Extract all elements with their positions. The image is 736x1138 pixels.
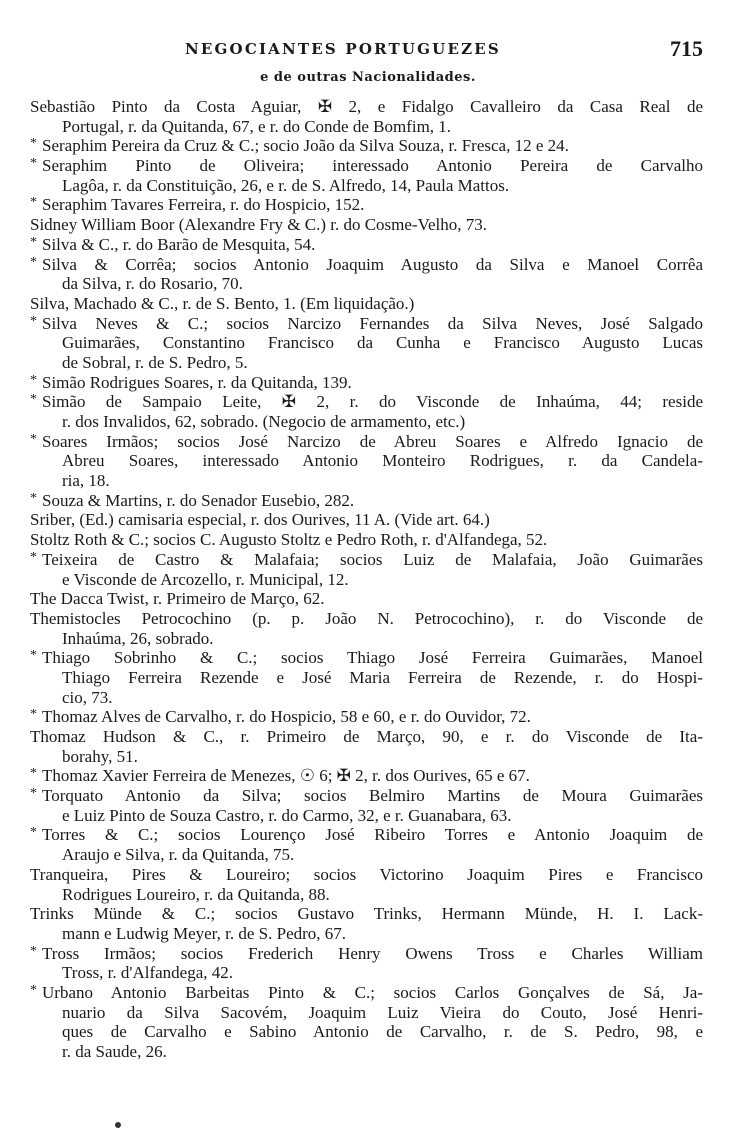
directory-entry: [30, 491, 703, 511]
entry-first-line: [30, 786, 703, 806]
entry-first-line: [30, 648, 703, 668]
directory-entry: [30, 983, 703, 1062]
entry-continuation-line: [30, 924, 703, 944]
asterisk-marker: *: [30, 254, 37, 270]
entry-continuation-line: [30, 274, 703, 294]
directory-entry: [30, 215, 703, 235]
asterisk-marker: *: [30, 431, 37, 447]
entry-continuation-line: [30, 885, 703, 905]
entry-first-line: [30, 825, 703, 845]
entry-first-line: [30, 707, 703, 727]
directory-entry: [30, 904, 703, 943]
entry-first-line: [30, 491, 703, 511]
entry-text: Souza & Martins, r. do Senador Eusebio, 282.: [42, 490, 355, 510]
entry-first-line: [30, 235, 703, 255]
asterisk-marker: *: [30, 156, 37, 172]
entry-text: Sebastião Pinto da Costa Aguiar, ✠ 2, e Fidalgo Cavalleiro da Casa Real de: [30, 97, 703, 116]
entry-continuation-line: [30, 1042, 703, 1062]
entry-text: Inhaúma, 26, sobrado.: [62, 628, 214, 648]
entry-continuation-line: [30, 688, 703, 708]
entry-first-line: [30, 510, 703, 530]
asterisk-marker: *: [30, 982, 37, 998]
entry-continuation-line: [30, 1003, 703, 1023]
entry-continuation-line: [30, 451, 703, 471]
entry-first-line: [30, 97, 703, 117]
entry-first-line: [30, 944, 703, 964]
directory-entry: [30, 609, 703, 648]
entry-continuation-line: [30, 353, 703, 373]
entry-text: Abreu Soares, interessado Antonio Monteiro Rodrigues, r. da Candela-: [62, 451, 703, 471]
entry-text: Simão de Sampaio Leite, ✠ 2, r. do Visconde de Inhaúma, 44; reside: [42, 392, 703, 412]
entry-first-line: [30, 294, 703, 314]
entry-text: Trinks Münde & C.; socios Gustavo Trinks, Hermann Münde, H. I. Lack-: [30, 904, 703, 924]
entry-text: Tross Irmãos; socios Frederich Henry Owens Tross e Charles William: [42, 943, 703, 963]
directory-entry: [30, 156, 703, 195]
entry-text: Seraphim Pinto de Oliveira; interessado Antonio Pereira de Carvalho: [42, 156, 703, 176]
entry-first-line: [30, 314, 703, 334]
entry-first-line: [30, 195, 703, 215]
entry-text: Seraphim Pereira da Cruz & C.; socio João da Silva Souza, r. Fresca, 12 e 24.: [42, 136, 569, 156]
directory-entry: [30, 392, 703, 431]
entry-first-line: [30, 530, 703, 550]
entry-text: Thomaz Alves de Carvalho, r. do Hospicio, 58 e 60, e r. do Ouvidor, 72.: [42, 707, 531, 727]
asterisk-marker: *: [30, 372, 37, 388]
entry-text: Tross, r. d'Alfandega, 42.: [62, 963, 234, 983]
entry-text: Silva & Corrêa; socios Antonio Joaquim Augusto da Silva e Manoel Corrêa: [42, 254, 703, 274]
entry-text: ques de Carvalho e Sabino Antonio de Carvalho, r. de S. Pedro, 98, e: [62, 1022, 703, 1042]
entry-text: cio, 73.: [62, 687, 113, 707]
asterisk-marker: *: [30, 490, 37, 506]
directory-entry: [30, 294, 703, 314]
entry-text: nuario da Silva Sacovém, Joaquim Luiz Vieira do Couto, José Henri-: [62, 1002, 703, 1022]
directory-entry: [30, 648, 703, 707]
entry-text: e Visconde de Arcozello, r. Municipal, 12.: [62, 569, 349, 589]
directory-entry: [30, 550, 703, 589]
entry-first-line: [30, 865, 703, 885]
entry-first-line: [30, 255, 703, 275]
directory-entry: [30, 255, 703, 294]
entry-first-line: [30, 156, 703, 176]
entry-text: Themistocles Petrocochino (p. p. João N. Petrocochino), r. do Visconde de: [30, 608, 703, 628]
entry-text: The Dacca Twist, r. Primeiro de Março, 62.: [30, 589, 325, 609]
entry-first-line: [30, 727, 703, 747]
entry-text: Silva Neves & C.; socios Narcizo Fernandes da Silva Neves, José Salgado: [42, 313, 703, 333]
directory-entry: [30, 530, 703, 550]
entry-text: Sriber, (Ed.) camisaria especial, r. dos Ourives, 11 A. (Vide art. 64.): [30, 510, 490, 530]
asterisk-marker: *: [30, 234, 37, 250]
entry-continuation-line: [30, 117, 703, 137]
directory-entry: [30, 510, 703, 530]
entry-text: Torquato Antonio da Silva; socios Belmiro Martins de Moura Guimarães: [42, 786, 703, 806]
entry-text: Thomaz Xavier Ferreira de Menezes, ☉ 6; ✠ 2, r. dos Ourives, 65 e 67.: [42, 766, 530, 786]
asterisk-marker: *: [30, 786, 37, 802]
entry-first-line: [30, 904, 703, 924]
entry-text: da Silva, r. do Rosario, 70.: [62, 274, 243, 294]
entry-continuation-line: [30, 471, 703, 491]
directory-entry: [30, 314, 703, 373]
directory-entry: [30, 865, 703, 904]
asterisk-marker: *: [30, 392, 37, 408]
asterisk-marker: *: [30, 313, 37, 329]
asterisk-marker: *: [30, 707, 37, 723]
ink-speck: [115, 1122, 121, 1128]
directory-entry: [30, 195, 703, 215]
directory-entry: [30, 944, 703, 983]
asterisk-marker: *: [30, 195, 37, 211]
entry-continuation-line: [30, 629, 703, 649]
running-header: [0, 36, 736, 64]
entry-text: r. dos Invalidos, 62, sobrado. (Negocio de armamento, etc.): [62, 412, 466, 431]
directory-entry: [30, 136, 703, 156]
entry-text: Teixeira de Castro & Malafaia; socios Luiz de Malafaia, João Guimarães: [42, 549, 703, 569]
asterisk-marker: *: [30, 136, 37, 152]
entry-continuation-line: [30, 845, 703, 865]
entry-text: mann e Ludwig Meyer, r. de S. Pedro, 67.: [62, 923, 347, 943]
directory-entry: [30, 786, 703, 825]
entry-text: Portugal, r. da Quitanda, 67, e r. do Conde de Bomfim, 1.: [62, 116, 452, 136]
entry-text: Simão Rodrigues Soares, r. da Quitanda, 139.: [42, 372, 352, 392]
entry-continuation-line: [30, 570, 703, 590]
entry-text: Torres & C.; socios Lourenço José Ribeiro Torres e Antonio Joaquim de: [42, 825, 703, 845]
page-title: NEGOCIANTES PORTUGUEZES: [185, 40, 501, 58]
entry-text: Rodrigues Loureiro, r. da Quitanda, 88.: [62, 884, 330, 904]
directory-entry: [30, 235, 703, 255]
entry-text: ria, 18.: [62, 471, 110, 491]
asterisk-marker: *: [30, 943, 37, 959]
entry-continuation-line: [30, 1022, 703, 1042]
entry-text: e Luiz Pinto de Souza Castro, r. do Carmo, 32, e r. Guanabara, 63.: [62, 805, 512, 825]
directory-entry: [30, 707, 703, 727]
entry-text: Seraphim Tavares Ferreira, r. do Hospicio, 152.: [42, 195, 365, 215]
entry-first-line: [30, 983, 703, 1003]
entry-text: Tranqueira, Pires & Loureiro; socios Victorino Joaquim Pires e Francisco: [30, 864, 703, 884]
entry-first-line: [30, 766, 703, 786]
asterisk-marker: *: [30, 648, 37, 664]
asterisk-marker: *: [30, 825, 37, 841]
entry-text: Guimarães, Constantino Francisco da Cunha e Francisco Augusto Lucas: [62, 333, 703, 353]
page-subtitle: e de outras Nacionalidades.: [260, 70, 476, 85]
entry-first-line: [30, 136, 703, 156]
asterisk-marker: *: [30, 549, 37, 565]
entry-text: Sidney William Boor (Alexandre Fry & C.) r. do Cosme-Velho, 73.: [30, 215, 488, 235]
entry-text: Lagôa, r. da Constituição, 26, e r. de S. Alfredo, 14, Paula Mattos.: [62, 175, 510, 195]
entry-first-line: [30, 432, 703, 452]
directory-entry: [30, 589, 703, 609]
entry-text: Silva & C., r. do Barão de Mesquita, 54.: [42, 234, 316, 254]
entry-continuation-line: [30, 747, 703, 767]
entry-first-line: [30, 392, 703, 412]
directory-entry: [30, 97, 703, 136]
entry-first-line: [30, 373, 703, 393]
directory-listing: [30, 97, 703, 1062]
directory-entry: [30, 727, 703, 766]
entry-first-line: [30, 609, 703, 629]
entry-first-line: [30, 215, 703, 235]
page-number: 715: [670, 36, 703, 61]
asterisk-marker: *: [30, 766, 37, 782]
entry-text: Urbano Antonio Barbeitas Pinto & C.; socios Carlos Gonçalves de Sá, Ja-: [42, 982, 703, 1002]
entry-continuation-line: [30, 806, 703, 826]
entry-text: Silva, Machado & C., r. de S. Bento, 1. (Em liquidação.): [30, 293, 415, 313]
entry-continuation-line: [30, 176, 703, 196]
entry-text: Araujo e Silva, r. da Quitanda, 75.: [62, 845, 295, 865]
entry-text: Thiago Sobrinho & C.; socios Thiago José Ferreira Guimarães, Manoel: [42, 648, 703, 668]
entry-text: r. da Saude, 26.: [62, 1042, 167, 1061]
directory-entry: [30, 432, 703, 491]
entry-text: de Sobral, r. de S. Pedro, 5.: [62, 352, 248, 372]
directory-entry: [30, 373, 703, 393]
entry-text: Thiago Ferreira Rezende e José Maria Ferreira de Rezende, r. do Hospi-: [62, 667, 703, 687]
entry-text: Thomaz Hudson & C., r. Primeiro de Março, 90, e r. do Visconde de Ita-: [30, 727, 703, 746]
directory-entry: [30, 825, 703, 864]
entry-text: Stoltz Roth & C.; socios C. Augusto Stoltz e Pedro Roth, r. d'Alfandega, 52.: [30, 530, 548, 550]
entry-text: Soares Irmãos; socios José Narcizo de Abreu Soares e Alfredo Ignacio de: [42, 431, 703, 451]
entry-continuation-line: [30, 333, 703, 353]
entry-continuation-line: [30, 668, 703, 688]
entry-continuation-line: [30, 963, 703, 983]
directory-entry: [30, 766, 703, 786]
entry-first-line: [30, 550, 703, 570]
entry-continuation-line: [30, 412, 703, 432]
entry-text: borahy, 51.: [62, 746, 138, 766]
entry-first-line: [30, 589, 703, 609]
